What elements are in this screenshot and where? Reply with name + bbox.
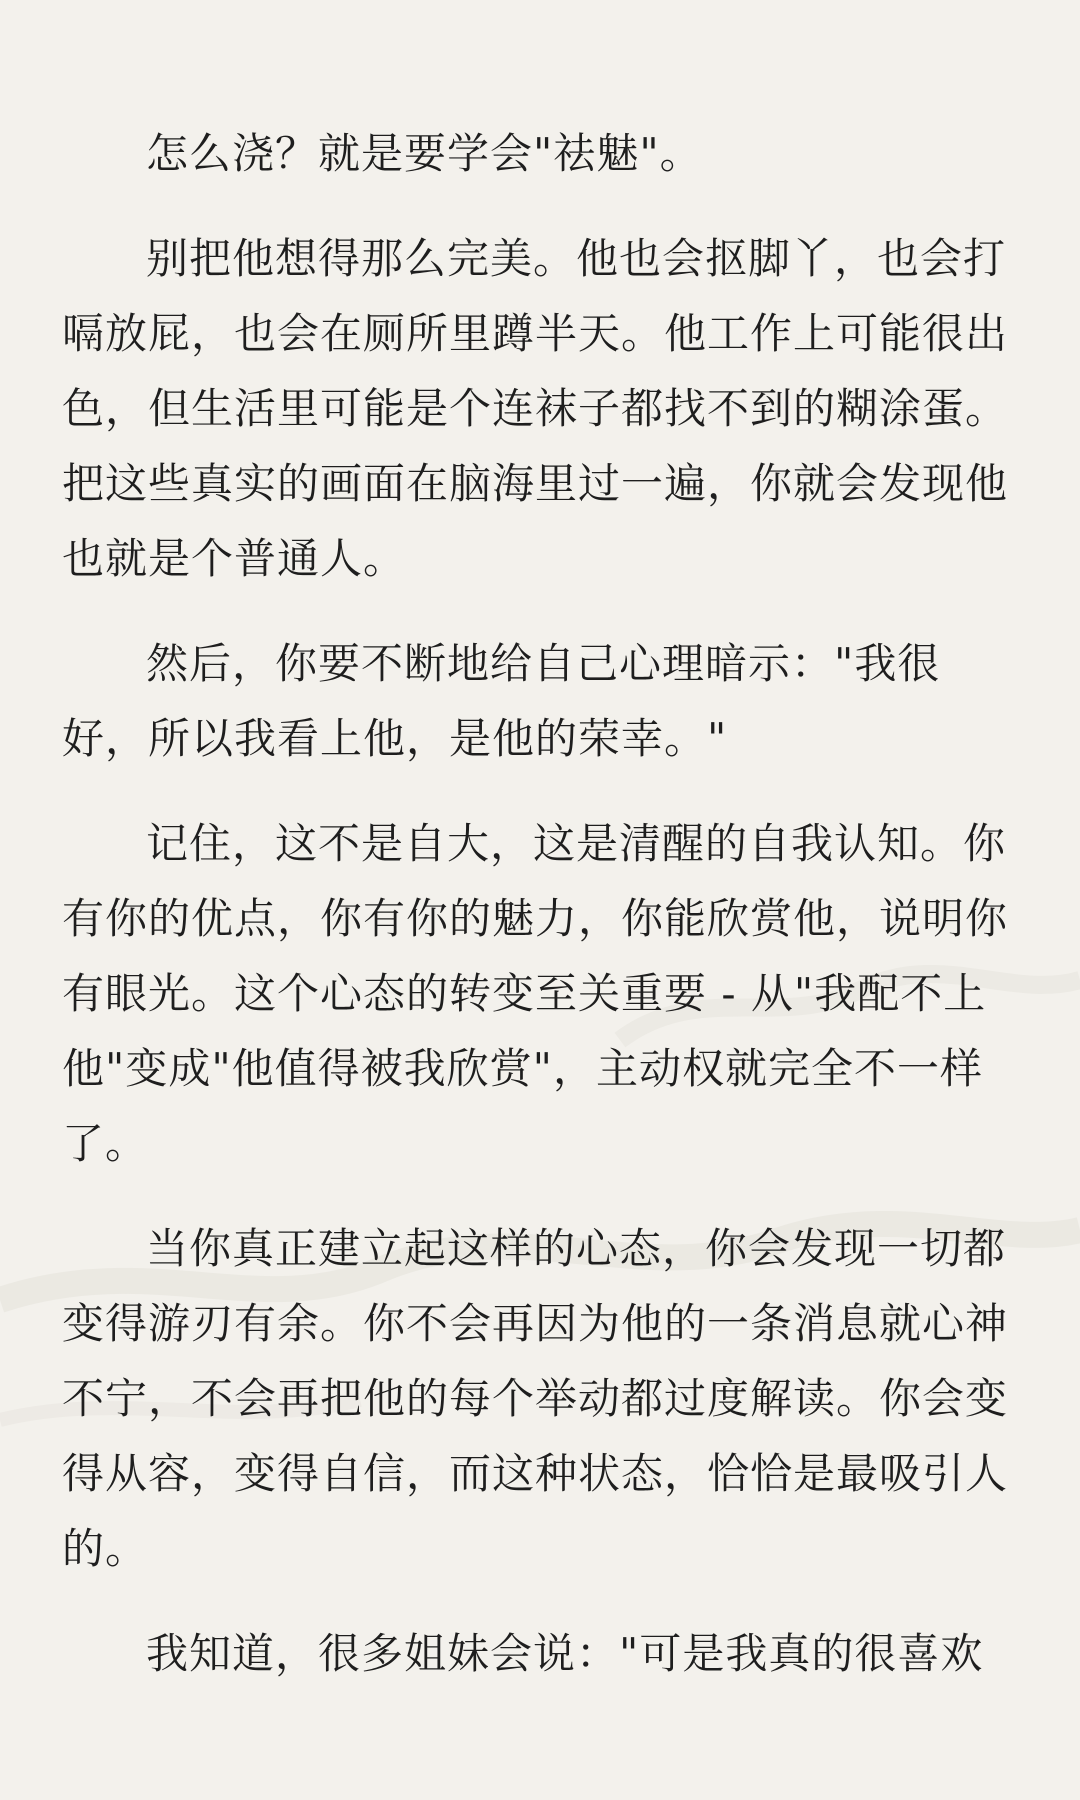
- paragraph-5: 当你真正建立起这样的心态，你会发现一切都 变得游刃有余。你不会再因为他的一条消息就心神 不宁，不会再把他的每个举动都过度解读。你会变 得从容，变得自信，而这种状态，恰恰是最吸引人 的。: [62, 1224, 1009, 1573]
- paragraph-1: 怎么浇？就是要学会"祛魅"。: [146, 129, 703, 178]
- paragraph-6: 我知道，很多姐妹会说："可是我真的很喜欢: [146, 1629, 984, 1678]
- paragraph-4: 记住，这不是自大，这是清醒的自我认知。你 有你的优点，你有你的魅力，你能欣赏他，说明你 有眼光。这个心态的转变至关重要 - 从"我配不上 他"变成"他值得被我欣赏"，主动权就完全不一样 了。: [62, 819, 1009, 1168]
- paragraph-3: 然后，你要不断地给自己心理暗示："我很 好，所以我看上他，是他的荣幸。": [62, 639, 941, 763]
- article-body: [62, 116, 1024, 1691]
- paragraph-2: 别把他想得那么完美。他也会抠脚丫，也会打 嗝放屁，也会在厕所里蹲半天。他工作上可能很出 色，但生活里可能是个连袜子都找不到的糊涂蛋。 把这些真实的画面在脑海里过一遍，你就会发现他 也就是个普通人。: [62, 234, 1009, 583]
